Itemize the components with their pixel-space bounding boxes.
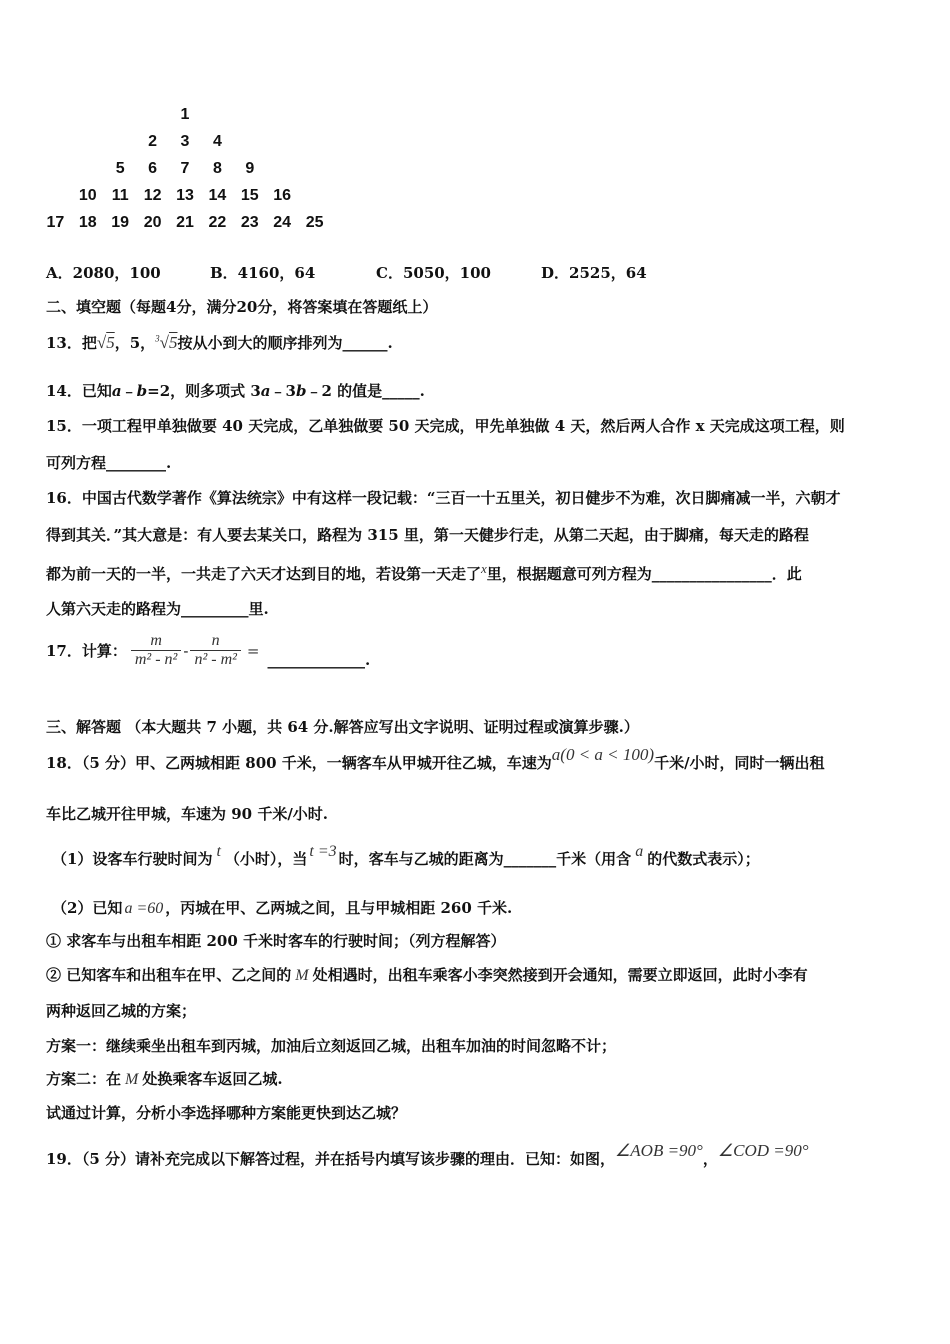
question-15-line1: 15．一项工程甲单独做要 40 天完成，乙单独做要 50 天完成，甲先单独做 4 天，然后两人合作 x 天完成这项工程，则	[46, 417, 845, 435]
question-18-line1: 18．（5 分）甲、乙两城相距 800 千米，一辆客车从甲城开往乙城，车速为a(0 < a < 100)千米/小时，同时一辆出租	[46, 745, 825, 772]
triangle-number: 24	[273, 214, 292, 231]
triangle-number: 19	[111, 214, 130, 231]
option-b: B．4160，64	[210, 264, 316, 282]
question-18-plan2: 方案二：在 M 处换乘客车返回乙城.	[46, 1070, 283, 1088]
question-19: 19．（5 分）请补充完成以下解答过程，并在括号内填写该步骤的理由．已知：如图，∠AOB =90°，∠COD =90°	[46, 1141, 809, 1168]
fraction-1: $\frac{m}{\text{m² - n²}}$	[131, 632, 181, 669]
question-13: 13．把√5，5，$^3$√5按从小到大的顺序排列为______.	[46, 333, 393, 352]
question-16-line3: 都为前一天的一半，一共走了六天才达到目的地，若设第一天走了$^x$里，根据题意可列方程为________________．此	[46, 561, 802, 583]
option-d: D．2525，64	[541, 264, 647, 282]
triangle-number: 9	[245, 160, 255, 177]
question-16-line1: 16．中国古代数学著作《算法统宗》中有这样一段记载：“三百一十五里关，初日健步不为难，次日脚痛减一半，六朝才	[46, 489, 841, 507]
triangle-number: 25	[305, 214, 324, 231]
question-16-line2: 得到其关．”其大意是：有人要去某关口，路程为 315 里，第一天健步行走，从第二天起，由于脚痛，每天走的路程	[46, 526, 809, 544]
question-14: 14．已知a﹣b=2，则多项式 3a﹣3b﹣2 的值是_____.	[46, 382, 425, 400]
triangle-number: 12	[143, 187, 162, 204]
fraction-2: $\frac{n}{\text{n² - m²}}$	[190, 632, 240, 669]
question-16-line4: 人第六天走的路程为_________里.	[46, 600, 269, 618]
question-18-sub1: ① 求客车与出租车相距 200 千米时客车的行驶时间；（列方程解答）	[46, 932, 506, 950]
triangle-number: 4	[212, 133, 222, 150]
triangle-number: 18	[78, 214, 97, 231]
triangle-number: 22	[208, 214, 227, 231]
triangle-number: 8	[212, 160, 222, 177]
triangle-number: 11	[111, 187, 129, 204]
triangle-number: 20	[143, 214, 162, 231]
triangle-number: 16	[273, 187, 292, 204]
question-15-line2: 可列方程________.	[46, 454, 172, 472]
triangle-number: 7	[180, 160, 190, 177]
triangle-number: 13	[176, 187, 194, 204]
triangle-number: 1	[180, 106, 190, 123]
question-18-part1: （1）设客车行驶时间为 t （小时），当 t =3 时，客车与乙城的距离为_______千米（用含 a 的代数式表示）；	[52, 843, 760, 868]
triangle-number: 6	[148, 160, 158, 177]
triangle-number: 2	[148, 133, 158, 150]
section-2-heading: 二、填空题（每题4分，满分20分，将答案填在答题纸上）	[46, 298, 438, 316]
question-18-plan1: 方案一：继续乘坐出租车到丙城，加油后立刻返回乙城，出租车加油的时间忽略不计；	[46, 1037, 617, 1055]
question-18-final: 试通过计算，分析小李选择哪种方案能更快到达乙城？	[46, 1104, 407, 1122]
triangle-number: 3	[180, 133, 190, 150]
question-18-line2: 车比乙城开往甲城，车速为 90 千米/小时.	[46, 805, 329, 823]
option-c: C．5050，100	[376, 264, 491, 282]
question-17: 17．计算： $\frac{m}{\text{m² - n²}}$ - $\frac{n}{\text{n² - m²}}$ = _____________.	[46, 632, 371, 669]
option-a: A．2080，100	[46, 264, 161, 282]
triangle-number: 17	[46, 214, 65, 231]
triangle-number: 23	[240, 214, 259, 231]
section-3-heading: 三、解答题 （本大题共 7 小题，共 64 分.解答应写出文字说明、证明过程或演算步骤.）	[46, 718, 639, 736]
question-18-line7: 两种返回乙城的方案；	[46, 1002, 197, 1020]
triangle-number: 15	[240, 187, 259, 204]
triangle-number: 21	[176, 214, 194, 231]
triangle-number: 10	[78, 187, 97, 204]
question-18-part2: （2）已知 a =60 ，丙城在甲、乙两城之间，且与甲城相距 260 千米.	[52, 899, 513, 917]
triangle-number: 14	[208, 187, 227, 204]
triangle-number: 5	[115, 160, 125, 177]
question-18-sub2: ② 已知客车和出租车在甲、乙之间的 M 处相遇时，出租车乘客小李突然接到开会通知，需要立即返回，此时小李有	[46, 966, 808, 984]
